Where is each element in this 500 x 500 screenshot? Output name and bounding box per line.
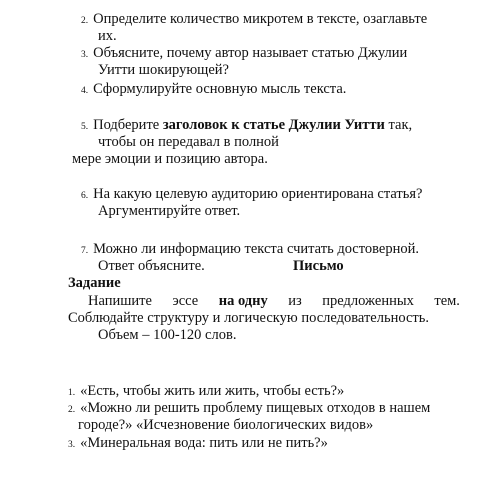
- task-line-3: Объем – 100-120 слов.: [98, 327, 237, 343]
- topic-3-number: 3.: [68, 440, 76, 450]
- question-3-line-2: Уитти шокирующей?: [98, 62, 229, 78]
- question-7-number: 7.: [81, 246, 89, 256]
- question-5-text-start: Подберите: [93, 117, 160, 133]
- question-6-number: 6.: [81, 191, 89, 201]
- task-word-5: предложенных: [322, 293, 414, 309]
- question-6-text: На какую целевую аудиторию ориентирована статья?: [93, 186, 423, 202]
- question-2-number: 2.: [81, 16, 89, 26]
- task-line-2: Соблюдайте структуру и логическую последовательность.: [68, 310, 429, 326]
- question-6-line-2: Аргументируйте ответ.: [98, 203, 241, 219]
- question-5-line-3: мере эмоции и позицию автора.: [72, 151, 268, 167]
- task-word-6: тем.: [434, 293, 460, 309]
- topic-1-text: «Есть, чтобы жить или жить, чтобы есть?»: [80, 383, 345, 399]
- question-3-text: Объясните, почему автор называет статью Джулии: [93, 45, 408, 61]
- question-2-line-2: их.: [98, 28, 117, 44]
- question-4-number: 4.: [81, 86, 89, 96]
- task-line-1: [88, 293, 460, 310]
- topic-2-text: «Можно ли решить проблему пищевых отходов в нашем: [80, 400, 431, 416]
- question-4-text: Сформулируйте основную мысль текста.: [93, 81, 347, 97]
- question-7-text: Можно ли информацию текста считать достоверной.: [93, 241, 419, 257]
- task-word-3-bold: на одну: [218, 293, 268, 309]
- topic-3-text: «Минеральная вода: пить или не пить?»: [80, 435, 328, 451]
- question-2-text: Определите количество микротем в тексте, озаглавьте: [93, 11, 428, 27]
- task-word-2: эссе: [172, 293, 199, 309]
- task-title: Задание: [68, 275, 121, 291]
- question-4-line-1: [81, 81, 346, 100]
- question-7-line-2: Ответ объясните.: [98, 258, 205, 274]
- question-2-line-1: [81, 11, 427, 30]
- question-5-text-end: так,: [388, 117, 413, 133]
- topic-3: [68, 435, 328, 454]
- topic-2-line-2: городе?» «Исчезновение биологических видов»: [78, 417, 374, 433]
- topic-2-number: 2.: [68, 405, 76, 415]
- question-5-number: 5.: [81, 122, 89, 132]
- section-heading-letter: Письмо: [293, 258, 344, 274]
- question-5-line-2: чтобы он передавал в полной: [98, 134, 279, 150]
- topic-1-number: 1.: [68, 388, 76, 398]
- task-word-4: из: [288, 293, 302, 309]
- question-5-bold-phrase: заголовок к статье Джулии Уитти: [162, 117, 385, 133]
- task-word-1: Напишите: [88, 293, 152, 309]
- question-3-number: 3.: [81, 50, 89, 60]
